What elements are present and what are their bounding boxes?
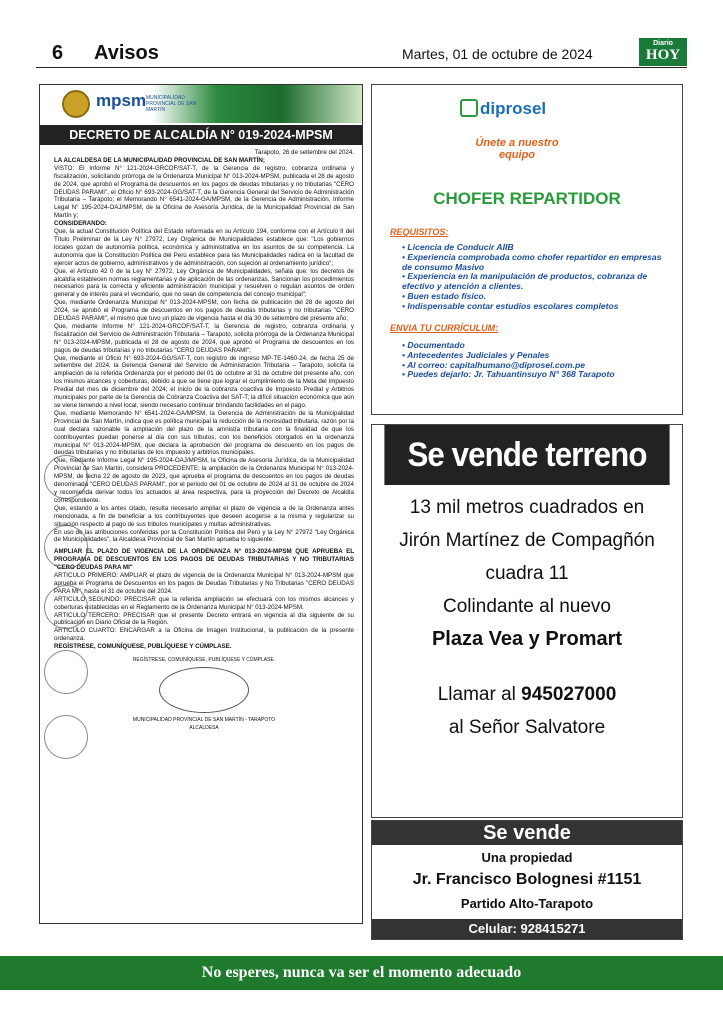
signature-stamp-icon bbox=[159, 667, 249, 713]
logo-big-text: HOY bbox=[645, 47, 681, 63]
decree-paragraph: CONSIDERANDO: bbox=[54, 220, 107, 228]
requirement-item: • Licencia de Conducir AIIB bbox=[402, 243, 666, 253]
land-sale-contact: al Señor Salvatore bbox=[448, 717, 606, 738]
decree-paragraph: Que, mediante Ordenanza Municipal N° 013-2024-MPSM, con fecha de publicación del 28 de agosto del 2024, se aprobó el Programa de descuentos en los pagos de deudas tributarias y no tributarias "CERO DEUDAS PARAMI", el mismo que tuvo un plazo de vigencia hasta el día 30 de setiembre del presente año; bbox=[54, 299, 354, 323]
decree-paragraph: ARTICULO TERCERO: PRECISAR que el presente Decreto entrará en vigencia al día siguiente de su publicación en Diario Oficial de la Región. bbox=[54, 611, 354, 627]
decree-paragraph: LA ALCALDESA DE LA MUNICIPALIDAD PROVINCIAL DE SAN MARTÍN; bbox=[54, 156, 265, 164]
signature-caption: REGÍSTRESE, COMUNÍQUESE, PUBLÍQUESE Y CÚMPLASE. bbox=[132, 657, 276, 664]
decree-paragraph: Que, mediante Informe Legal N° 195-2024-OAJ/MPSM, la Oficina de Asesoría Jurídica, de la Municipalidad Provincial de San Martín, considera PROCEDENTE; la ampliación de la Ordenanza Municipal N° 013-2024-MPSM, de fecha 22 de agosto de 2023, que aprueba el programa de descuentos en los pagos de deudas denominada "CERO DEUDAS PARAMI", por el periodo del 01 de octubre de 2024 al 31 de octubre de 2024 y recomienda derivar todos los actuados al área respectiva, para la proyección del Decreto de Alcaldía correspondiente. bbox=[54, 457, 354, 504]
logo-small-text: Diario bbox=[653, 40, 673, 47]
land-sale-line: cuadra 11 bbox=[485, 563, 569, 584]
property-area: Partido Alto-Tarapoto bbox=[460, 896, 594, 911]
requirements-title: REQUISITOS: bbox=[390, 227, 449, 237]
diprosel-job-ad bbox=[371, 84, 683, 415]
municipal-emblem-icon bbox=[62, 90, 90, 118]
page-number: 6 bbox=[52, 42, 64, 64]
call-prefix: Llamar al bbox=[437, 684, 522, 705]
page-header bbox=[36, 40, 687, 68]
decree-paragraph: ARTICULO CUARTO: ENCARGAR a la Oficina de Imagen Institucional, la publicación de la presente ordenanza. bbox=[54, 627, 354, 643]
section-title: Avisos bbox=[94, 42, 159, 64]
decree-paragraph: Que, mediante Informe N° 121-2024-GRCOF/SAT-T, la Gerencia de registro, cobranza ordinaria y fiscalización del Servicio de Administración Tributaria – Tarapoto, solicita prórroga de la Ordenanza Municipal N° 013-2024-MPSM, publicada el 28 de agosto de 2024, que aprobó el Programa de descuentos en los pagos de deudas tributarias y no tributarias "CERO DEUDAS PARAMI"; bbox=[54, 322, 354, 354]
signature-name: MUNICIPALIDAD PROVINCIAL DE SAN MARTÍN - TARAPOTO bbox=[132, 716, 276, 723]
requirements-list bbox=[402, 243, 666, 312]
seal-stamp-icon bbox=[44, 525, 88, 569]
property-sale-ad bbox=[371, 820, 683, 940]
seal-stamp-icon bbox=[44, 585, 88, 629]
requirement-item: • Experiencia comprobada como chofer repartidor en empresas de consumo Masivo bbox=[402, 253, 666, 273]
join-team-text: Únete a nuestro equipo bbox=[475, 137, 559, 161]
seal-stamp-icon bbox=[44, 455, 88, 499]
decree-title: DECRETO DE ALCALDÍA N° 019-2024-MPSM bbox=[40, 125, 362, 145]
requirement-item: • Experiencia en la manipulación de productos, cobranza de efectivo y atención a clientes. bbox=[402, 272, 666, 292]
land-sale-landmark: Plaza Vea y Promart bbox=[431, 628, 623, 650]
cv-item: • Al correo: capitalhumano@diprosel.com.pe bbox=[402, 361, 666, 371]
requirement-item: • Indispensable contar estudios escolares completos bbox=[402, 302, 666, 312]
decree-paragraph: AMPLIAR EL PLAZO DE VIGENCIA DE LA ORDENANZA N° 013-2024-MPSM QUE APRUEBA EL PROGRAMA DE DESCUENTOS EN LOS PAGOS DE DEUDAS TRIBUTARIAS Y NO TRIBUTARIAS "CERO DEUDAS PARA MI" bbox=[54, 548, 354, 572]
decree-place-date: Tarapoto, 26 de setiembre del 2024. bbox=[254, 149, 354, 156]
cv-item: • Documentado bbox=[402, 341, 666, 351]
property-sale-heading: Se vende bbox=[372, 821, 682, 845]
property-type: Una propiedad bbox=[481, 850, 573, 865]
diprosel-brand: diprosel bbox=[480, 99, 547, 118]
signature-role: ALCALDESA bbox=[189, 724, 219, 731]
property-address: Jr. Francisco Bolognesi #1151 bbox=[412, 871, 642, 888]
cv-title: ENVIA TU CURRÍCULUM: bbox=[390, 323, 499, 333]
footer-slogan: No esperes, nunca va ser el momento adecuado bbox=[0, 956, 723, 990]
decree-paragraph: ARTICULO SEGUNDO: PRECISAR que la referida ampliación se efectuará con los mismos alcances y coberturas establecidas en el Reglamento de la Ordenanza Municipal N° 013-2024-MPSM. bbox=[54, 595, 354, 611]
decree-paragraph: Que, la actual Constitución Política del Estado reformada en su Artículo 194, conforme con el Artículo II del Título Preliminar de la Ley N° 27972, Ley Orgánica de Municipalidades establece que: "Los gobiernos locales gozan de autonomía política, económica y administrativa en los asuntos de su competencia. La autonomía que la Constitución Política del Perú establece para las Municipalidades radica en la facultad de ejercer actos de gobierno, administrativos y de administración, con sujeción al ordenamiento jurídico"; bbox=[54, 228, 354, 267]
signature-block bbox=[54, 657, 354, 733]
cv-item: • Puedes dejarlo: Jr. Tahuantinsuyo N° 368 Tarapoto bbox=[402, 370, 666, 380]
seal-stamp-icon bbox=[44, 650, 88, 694]
land-sale-line: 13 mil metros cuadrados en bbox=[409, 497, 645, 518]
land-sale-heading: Se vende terreno bbox=[384, 425, 669, 485]
decree-paragraph: Que, mediante Memorando N° 6541-2024-GA/MPSM, la Gerencia de Administración de la Municipalidad Provincial de San Martín, indica que es política municipal la reducción de la morosidad tributaria, razón por la cual declara razonable la ampliación del plazo de la amnistía tributaria con la finalidad de que los contribuyentes puedan ponerse al día con sus tributos, con los beneficios otorgados en la ordenanza municipal N° 013-2024-MPSM, que declara la aprobación del programa de descuento en los pagos de deudas tributarias y no tributarias de los impuesto y arbitrios municipales. bbox=[54, 409, 354, 457]
property-phone: Celular: 928415271 bbox=[372, 919, 682, 939]
decree-paragraph: VISTO: El Informe N° 121-2024-GRCOF/SAT-T, de la Gerencia de registro, cobranza ordinaria y fiscalización, solicitando prórroga de la Ordenanza Municipal N° 013-2024-MPSM, publicada el 28 de agosto de 2024, que aprobó el Programa de descuentos en los pagos de deudas tributarias y no tributarias "CERO DEUDAS PARAMI", el Oficio N° 693-2024-GG/SAT-T, de la Gerencia General del Servicio de Administración Tributaria – Tarapoto; el Memorando N° 6541-2024-GA/MPSM, de la Gerencia de Administración, Informe Legal N° 195-2024-OAJ/MPSM, de la Oficina de Asesoría Jurídica, de la Municipalidad Provincial de San Martín y; bbox=[54, 164, 354, 220]
land-sale-line: Colindante al nuevo bbox=[443, 596, 611, 617]
mpsm-logo-text: mpsm bbox=[96, 91, 147, 110]
requirement-item: • Buen estado físico. bbox=[402, 292, 666, 302]
job-title: CHOFER REPARTIDOR bbox=[433, 189, 621, 208]
newspaper-logo bbox=[639, 38, 687, 66]
decree-paragraph: Que, mediante el Oficio N° 693-2024-GG/SAT-T, con registro de ingreso MP-TE-1460-24, de fecha 25 de setiembre del 2024, la Gerencia General del Servicio de Administración Tributaria – Tarapoto, solicita la ampliación de la referida Ordenanza por el periodo del 01 de octubre al 31 de octubre del presente año, con los mismos alcances y coberturas, debido a que se tiene que lograr el cumplimiento de la Meta del Impuesto Predial del mes de diciembre del 2024; el inicio de la cobranza coactiva de Impuesto Predial y Arbitrios municipales por parte de la Gerencia de Cobranza Coactiva del SAT-T; la difícil situación económica que aún se viene teniendo a nivel local, siendo necesario continuar brindando facilidades en el pago. bbox=[54, 354, 354, 409]
decree-paragraph: Que, estando a los antes citado, resulta necesario ampliar el plazo de vigencia a de la Ordenanza antes mencionada, a fin de beneficiar a los contribuyentes que deseen acogerse a la misma y regularizar su situación respecto al pago de sus tributos municipales y multas administrativas. bbox=[54, 504, 354, 528]
mpsm-logo-subtext: MUNICIPALIDAD PROVINCIAL DE SAN MARTÍN bbox=[146, 95, 197, 113]
decree-paragraph: ARTICULO PRIMERO: AMPLIAR el plazo de vigencia de la Ordenanza Municipal N° 013-2024-MPSM que aprueba el Programa de Descuentos en los pagos de Deudas Tributarias y No Tributarias "CERO DEUDAS PARA MI", hasta el 31 de octubre del 2024. bbox=[54, 572, 354, 595]
decree-paragraph: En uso de las atribuciones conferidas por la Constitución Política del Perú y la Ley N° 27972 "Ley Orgánica de Municipalidades", la Alcaldesa Provincial de San Martín aprueba lo siguiente: bbox=[54, 528, 354, 544]
issue-date: Martes, 01 de octubre de 2024 bbox=[402, 46, 593, 62]
decree-banner bbox=[40, 85, 362, 123]
decree-body bbox=[40, 145, 362, 733]
decree-paragraph: REGÍSTRESE, COMUNÍQUESE, PUBLÍQUESE Y CÚMPLASE. bbox=[54, 643, 232, 651]
land-sale-call bbox=[372, 678, 682, 711]
cv-list bbox=[402, 341, 666, 380]
call-phone: 945027000 bbox=[521, 684, 617, 705]
cart-icon bbox=[460, 99, 478, 117]
cv-item: • Antecedentes Judiciales y Penales bbox=[402, 351, 666, 361]
decree-paragraph: Que, el Artículo 42 0 de la Ley N° 27972, Ley Orgánica de Municipalidades, señala que: los decretos de alcaldía establecen normas reglamentarias y de aplicación de las ordenanzas, Sancionan los procedimientos necesarios para la correcta y eficiente administración municipal y resuelven o regulan asuntos de orden general y de interés para el vecindario, que no sean de competencia del concejo municipal"; bbox=[54, 267, 354, 299]
land-sale-ad bbox=[371, 424, 683, 818]
seal-stamp-icon bbox=[44, 715, 88, 759]
decree-notice bbox=[39, 84, 363, 924]
land-sale-line: Jirón Martínez de Compagñón bbox=[399, 530, 655, 551]
